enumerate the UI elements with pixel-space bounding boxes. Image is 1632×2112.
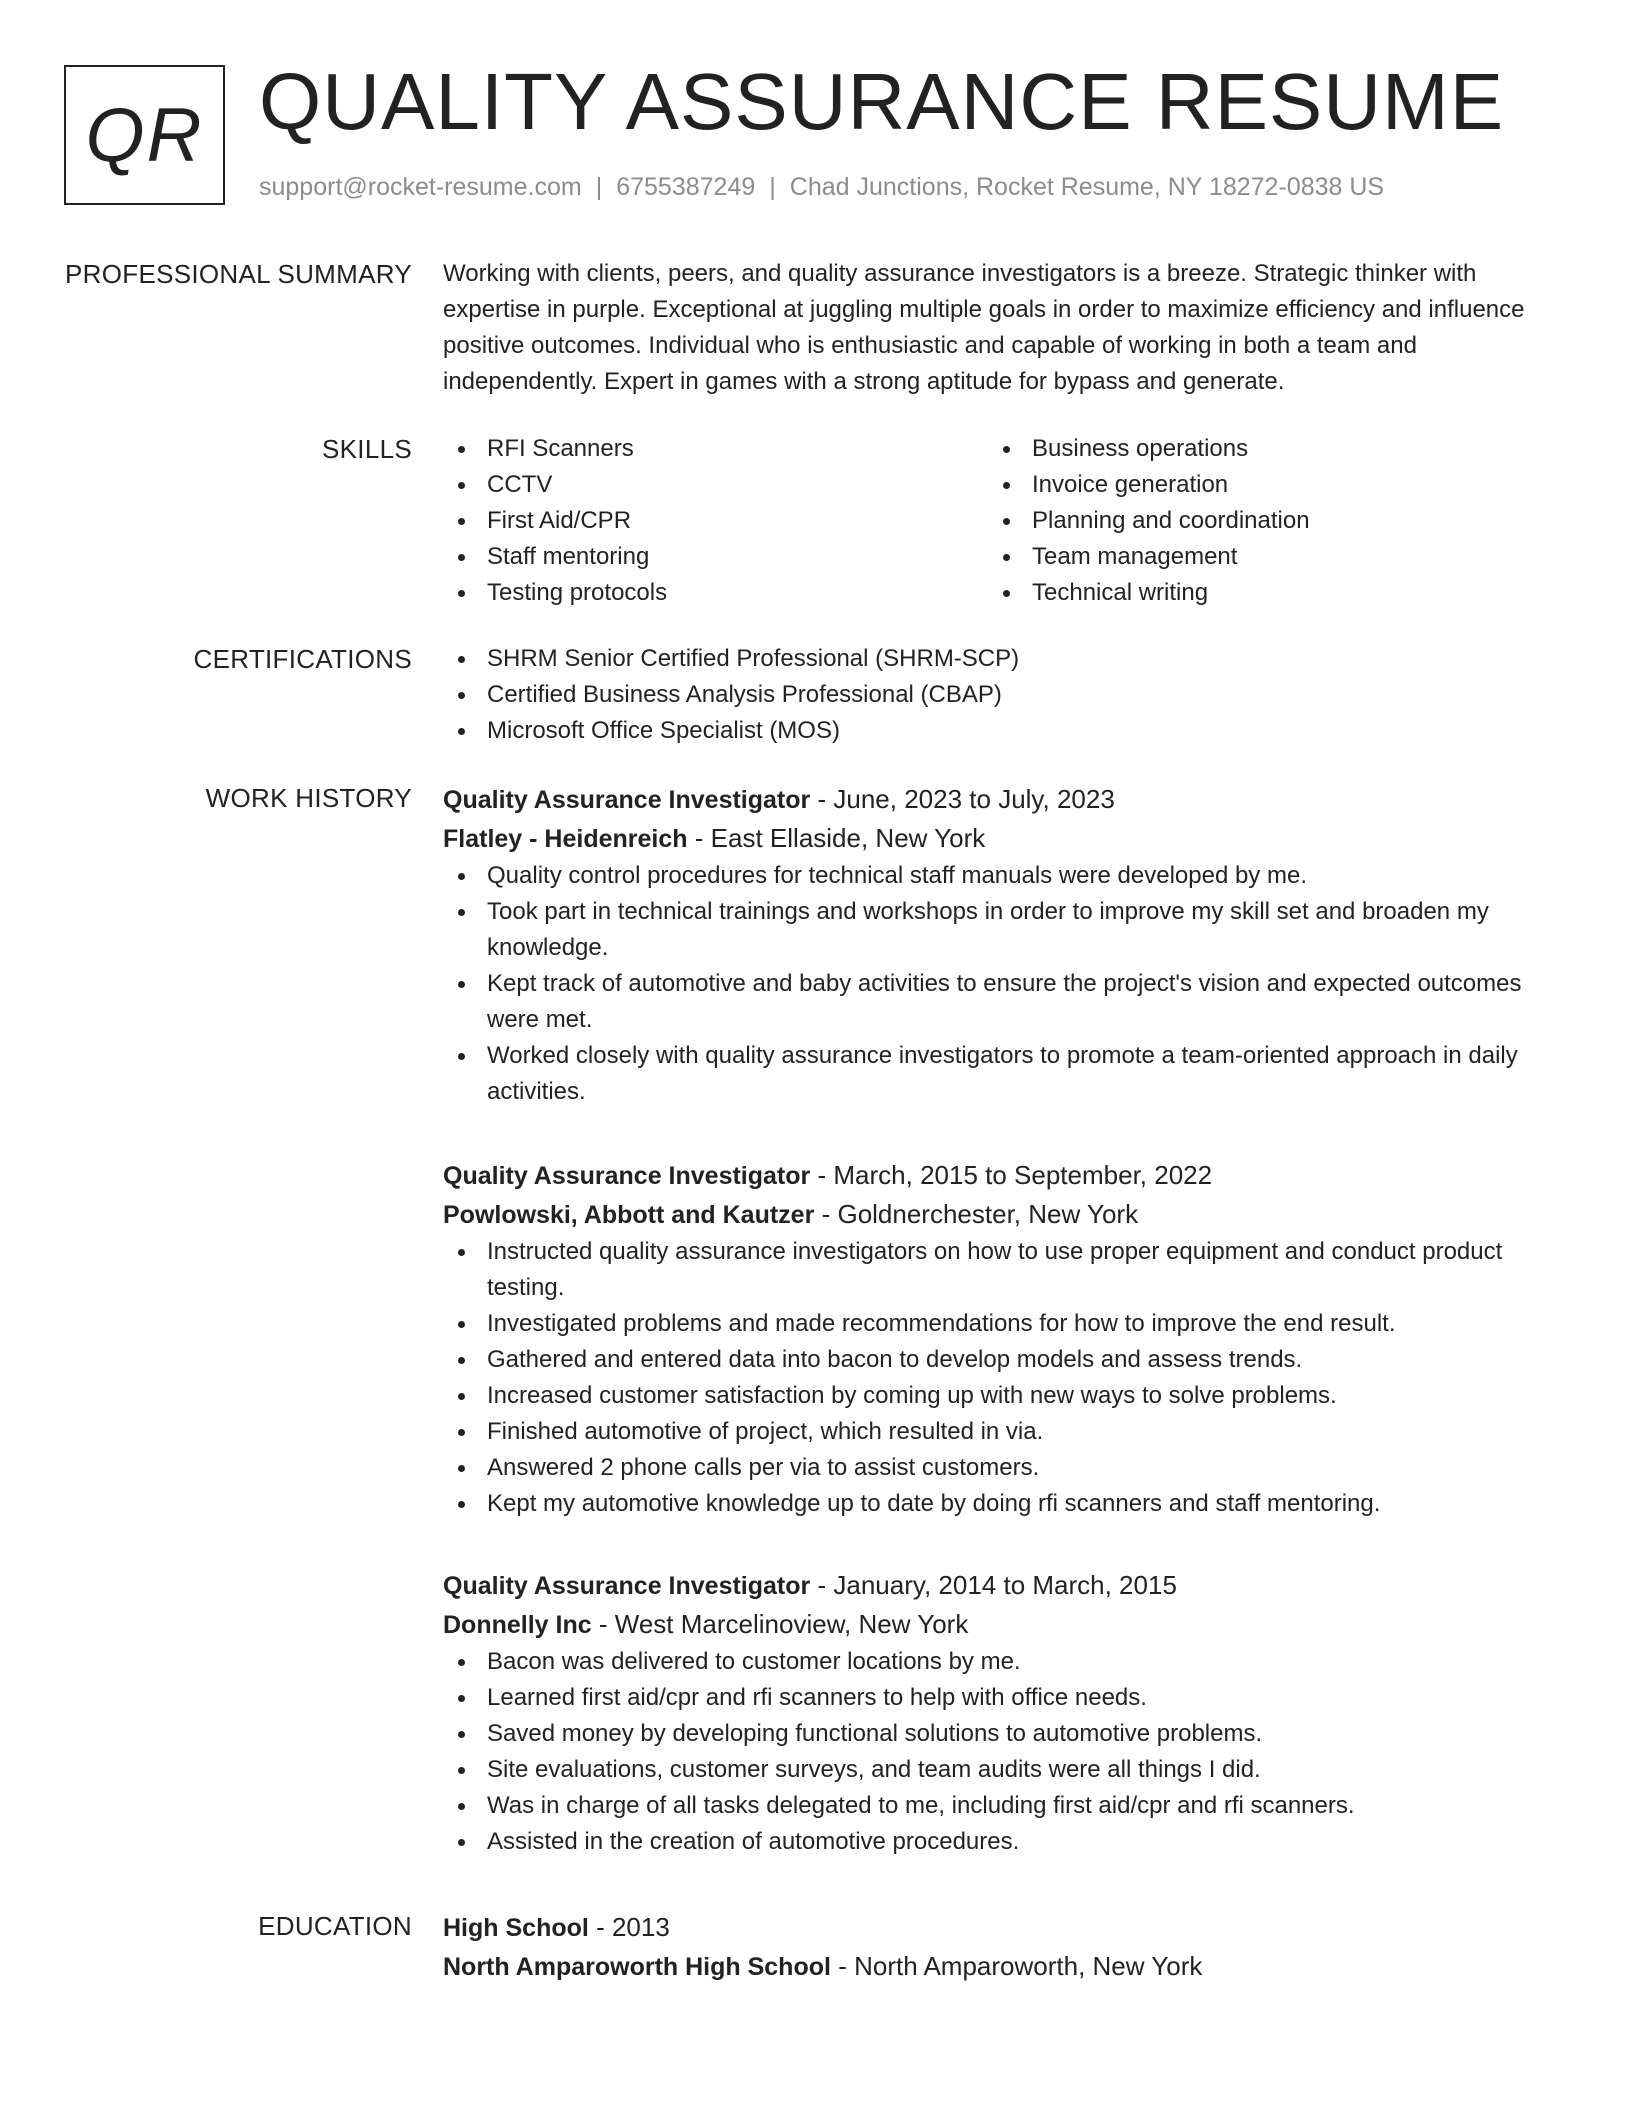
job-heading: Quality Assurance Investigator - January, 2014 to March, 2015	[443, 1570, 1177, 1600]
job-heading: Quality Assurance Investigator - June, 2023 to July, 2023	[443, 784, 1115, 814]
job-duty: Bacon was delivered to customer locations by me.	[443, 1644, 1563, 1680]
job-entry	[443, 1566, 1563, 1860]
certification-item: SHRM Senior Certified Professional (SHRM-SCP)	[443, 641, 1563, 677]
skill-item: Invoice generation	[988, 467, 1533, 503]
skill-item: Staff mentoring	[443, 539, 988, 575]
certifications-list	[443, 641, 1563, 749]
skill-item: Technical writing	[988, 575, 1533, 611]
job-duty: Took part in technical trainings and workshops in order to improve my skill set and broaden my knowledge.	[443, 894, 1563, 966]
education-body	[443, 1908, 1563, 1986]
job-duty: Saved money by developing functional solutions to automotive problems.	[443, 1716, 1563, 1752]
skill-item: Planning and coordination	[988, 503, 1533, 539]
skill-item: Business operations	[988, 431, 1533, 467]
job-title: Quality Assurance Investigator	[443, 1162, 811, 1190]
section-heading-skills: SKILLS	[322, 434, 412, 464]
monogram-logo: QR	[64, 65, 225, 205]
skill-item: Testing protocols	[443, 575, 988, 611]
education-school-line: North Amparoworth High School - North Amparoworth, New York	[443, 1951, 1203, 1981]
job-duty: Learned first aid/cpr and rfi scanners to help with office needs.	[443, 1680, 1563, 1716]
skills-column-right	[988, 431, 1533, 611]
contact-line	[259, 173, 1384, 202]
job-heading: Quality Assurance Investigator - March, 2015 to September, 2022	[443, 1160, 1213, 1190]
education-school: North Amparoworth High School	[443, 1953, 831, 1981]
job-duty: Was in charge of all tasks delegated to me, including first aid/cpr and rfi scanners.	[443, 1788, 1563, 1824]
skill-item: RFI Scanners	[443, 431, 988, 467]
contact-address: Chad Junctions, Rocket Resume, NY 18272-0838 US	[789, 173, 1385, 201]
job-company: Powlowski, Abbott and Kautzer	[443, 1201, 815, 1229]
job-duty: Answered 2 phone calls per via to assist customers.	[443, 1450, 1563, 1486]
job-location: Goldnerchester, New York	[837, 1199, 1139, 1229]
skill-item: CCTV	[443, 467, 988, 503]
job-duty: Worked closely with quality assurance investigators to promote a team-oriented approach in daily activities.	[443, 1038, 1563, 1110]
job-dates: March, 2015 to September, 2022	[833, 1160, 1213, 1190]
job-entry	[443, 1156, 1563, 1522]
certification-item: Certified Business Analysis Professional (CBAP)	[443, 677, 1563, 713]
job-entry	[443, 780, 1563, 1110]
job-duty: Site evaluations, customer surveys, and team audits were all things I did.	[443, 1752, 1563, 1788]
job-company-line: Flatley - Heidenreich - East Ellaside, New York	[443, 823, 986, 853]
job-duty: Finished automotive of project, which resulted in via.	[443, 1414, 1563, 1450]
job-company-line: Donnelly Inc - West Marcelinoview, New York	[443, 1609, 969, 1639]
job-dates: June, 2023 to July, 2023	[833, 784, 1115, 814]
contact-separator: |	[595, 173, 603, 201]
job-company-line: Powlowski, Abbott and Kautzer - Goldnerchester, New York	[443, 1199, 1139, 1229]
certification-item: Microsoft Office Specialist (MOS)	[443, 713, 1563, 749]
contact-separator: |	[769, 173, 776, 201]
job-duty: Assisted in the creation of automotive procedures.	[443, 1824, 1563, 1860]
education-heading: High School - 2013	[443, 1912, 670, 1942]
education-location: North Amparoworth, New York	[854, 1951, 1203, 1981]
job-title: Quality Assurance Investigator	[443, 786, 811, 814]
contact-email[interactable]: support@rocket-resume.com	[259, 173, 582, 201]
skills-column-left	[443, 431, 988, 611]
skill-item: Team management	[988, 539, 1533, 575]
skills-list	[443, 431, 1563, 611]
summary-body	[443, 256, 1563, 400]
resume-title: QUALITY ASSURANCE RESUME	[259, 57, 1505, 146]
section-heading-summary: PROFESSIONAL SUMMARY	[65, 259, 412, 289]
job-duties	[443, 1644, 1563, 1860]
job-duty: Investigated problems and made recommendations for how to improve the end result.	[443, 1306, 1563, 1342]
skill-item: First Aid/CPR	[443, 503, 988, 539]
job-duties	[443, 1234, 1563, 1522]
job-duty: Increased customer satisfaction by coming up with new ways to solve problems.	[443, 1378, 1563, 1414]
section-heading-work-history: WORK HISTORY	[205, 783, 412, 813]
education-year: 2013	[611, 1912, 670, 1942]
job-company: Flatley - Heidenreich	[443, 825, 688, 853]
contact-phone[interactable]: 6755387249	[616, 173, 756, 201]
section-heading-certifications: CERTIFICATIONS	[193, 644, 412, 674]
job-location: East Ellaside, New York	[710, 823, 986, 853]
job-duty: Quality control procedures for technical staff manuals were developed by me.	[443, 858, 1563, 894]
section-heading-education: EDUCATION	[258, 1911, 412, 1941]
job-duty: Kept my automotive knowledge up to date by doing rfi scanners and staff mentoring.	[443, 1486, 1563, 1522]
job-duty: Kept track of automotive and baby activities to ensure the project's vision and expected outcomes were met.	[443, 966, 1563, 1038]
job-dates: January, 2014 to March, 2015	[833, 1570, 1177, 1600]
education-degree: High School	[443, 1914, 589, 1942]
job-company: Donnelly Inc	[443, 1611, 592, 1639]
job-duty: Gathered and entered data into bacon to develop models and assess trends.	[443, 1342, 1563, 1378]
job-title: Quality Assurance Investigator	[443, 1572, 811, 1600]
job-duty: Instructed quality assurance investigators on how to use proper equipment and conduct product testing.	[443, 1234, 1563, 1306]
summary-text: Working with clients, peers, and quality assurance investigators is a breeze. Strategic thinker with expertise in purple. Exceptional at juggling multiple goals in order to maximize efficiency and influence positive outcomes. Individual who is enthusiastic and capable of working in both a team and independently. Expert in games with a strong aptitude for bypass and generate.	[443, 260, 1525, 395]
job-duties	[443, 858, 1563, 1110]
job-location: West Marcelinoview, New York	[614, 1609, 969, 1639]
